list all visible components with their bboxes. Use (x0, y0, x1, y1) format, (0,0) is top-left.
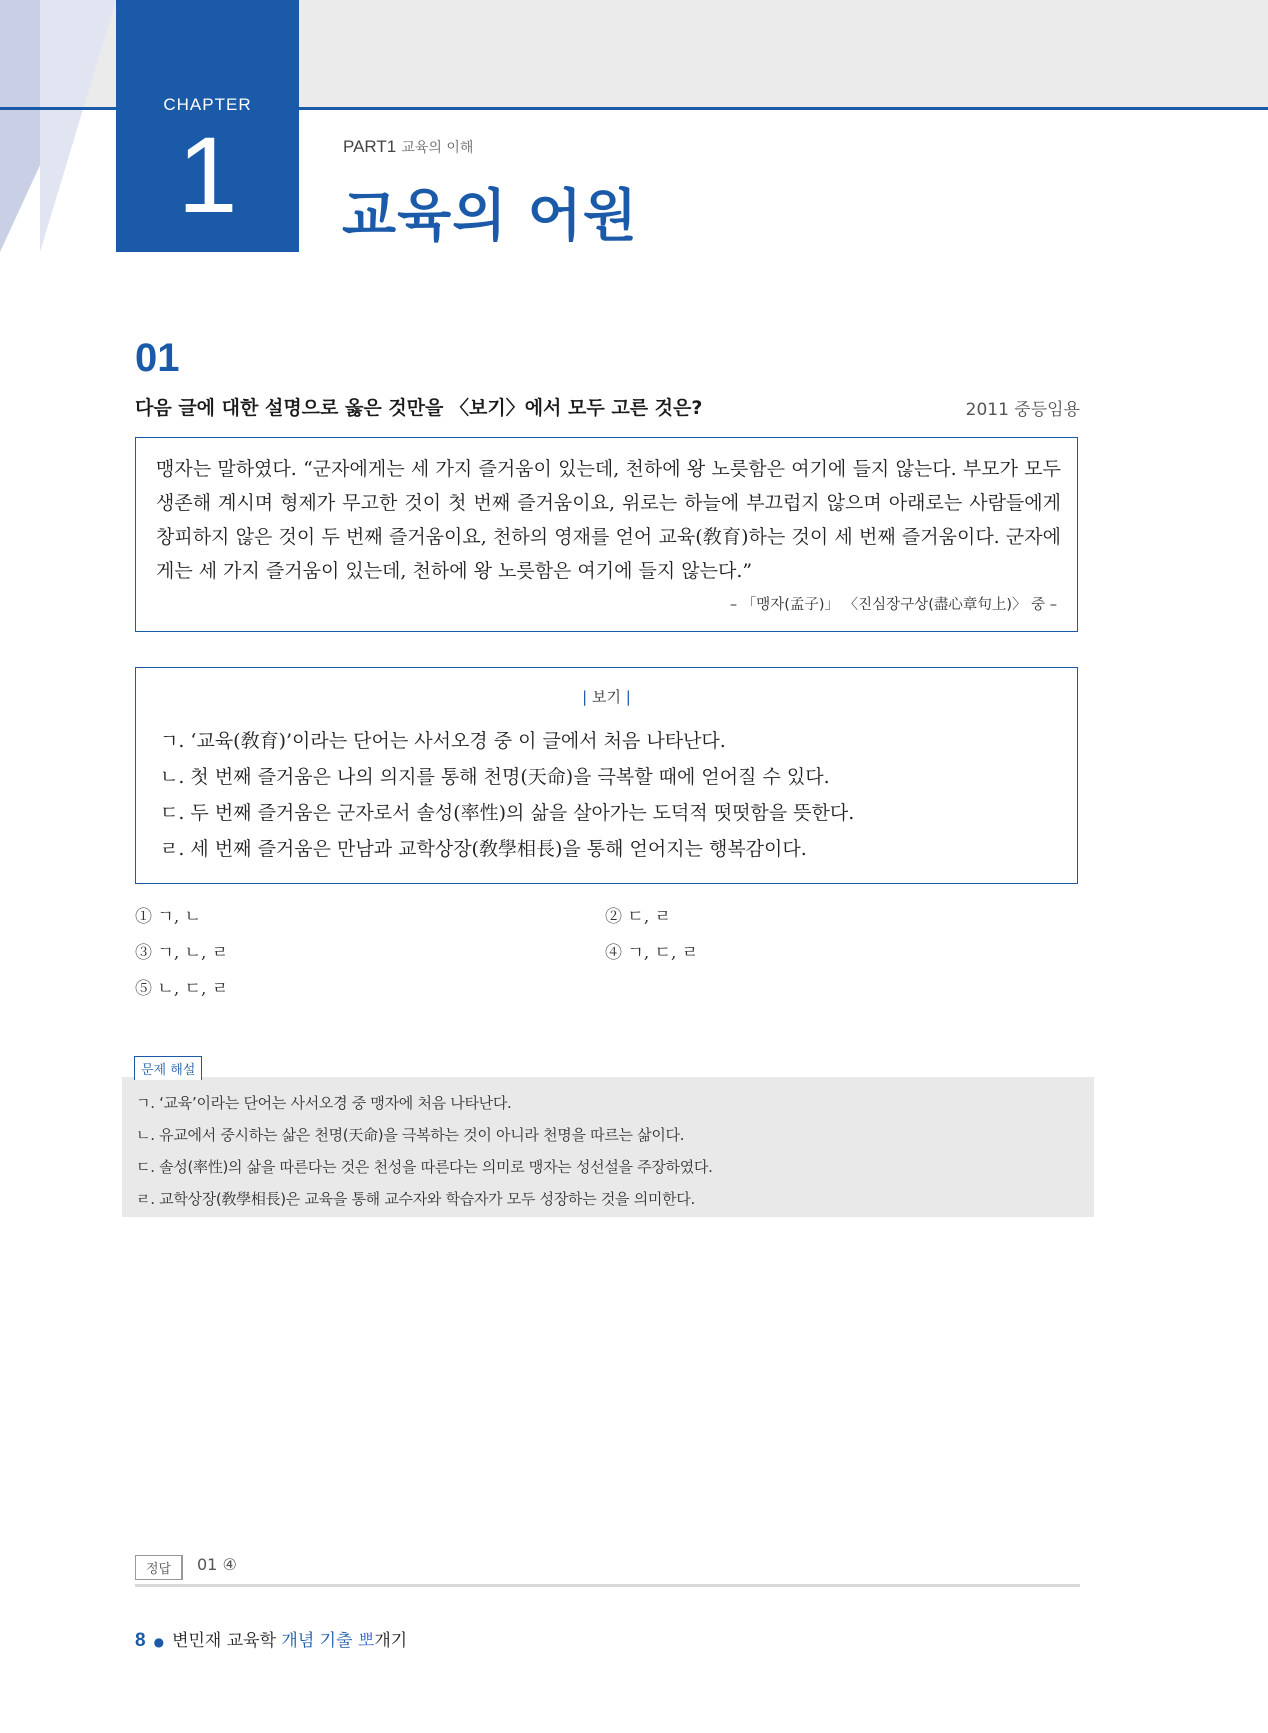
bogi-box (135, 667, 1078, 884)
option-5: ⑤ ㄴ, ㄷ, ㄹ (135, 979, 229, 999)
question-text: 다음 글에 대한 설명으로 옳은 것만을 〈보기〉에서 모두 고른 것은? (135, 397, 703, 419)
option-2: ② ㄷ, ㄹ (605, 907, 672, 927)
footer-rule (135, 1584, 1080, 1587)
book-word-3b: 개기 (374, 1631, 408, 1651)
book-word-2: 기출 (319, 1631, 353, 1651)
page-number: 8 (135, 1630, 146, 1651)
bullet-icon: ● (153, 1635, 165, 1649)
option-1: ① ㄱ, ㄴ (135, 907, 202, 927)
bogi-item: ㄴ. 첫 번째 즐거움은 나의 의지를 통해 천명(天命)을 극복할 때에 얻어질 수 있다. (160, 766, 830, 788)
page-footer (135, 1626, 407, 1652)
explanation-item: ㄴ. 유교에서 중시하는 삶은 천명(天命)을 극복하는 것이 아니라 천명을 따르는 삶이다. (136, 1126, 685, 1144)
book-author: 변민재 교육학 (172, 1631, 276, 1651)
part-label (343, 137, 473, 157)
passage-citation: – 「맹자(孟子)」 〈진심장구상(盡心章句上)〉 중 – (729, 597, 1057, 613)
bogi-list (160, 723, 854, 867)
explanation-tag: 문제 해설 (134, 1056, 202, 1080)
passage-text: 맹자는 말하였다. “군자에게는 세 가지 즐거움이 있는데, 천하에 왕 노릇함은 여기에 들지 않는다. 부모가 모두 생존해 계시며 형제가 무고한 것이 첫 번째 즐거움이요, 위로는 하늘에 부끄럽지 않으며 아래로는 사람들에게 창피하지 않은 것이 두 번째 즐거움이요, 천하의 영재를 얻어 교육(敎育)하는 것이 세 번째 즐거움이다. 군자에게는 세 가지 즐거움이 있는데, 천하에 왕 노릇함은 여기에 들지 않는다.” (156, 458, 1061, 582)
passage-box (135, 437, 1078, 632)
chapter-title: 교육의 어원 (342, 184, 638, 249)
part-name: 교육의 이해 (401, 140, 474, 156)
question-source: 2011 중등임용 (965, 400, 1080, 420)
bogi-title: | 보기 | (582, 688, 631, 706)
explanation-item: ㄹ. 교학상장(敎學相長)은 교육을 통해 교수자와 학습자가 모두 성장하는 것을 의미한다. (136, 1190, 695, 1208)
bogi-item: ㄷ. 두 번째 즐거움은 군자로서 솔성(率性)의 삶을 살아가는 도덕적 떳떳함을 뜻한다. (160, 802, 855, 824)
answer-tag: 정답 (135, 1555, 183, 1580)
question-number: 01 (135, 336, 180, 380)
bogi-item: ㄹ. 세 번째 즐거움은 만남과 교학상장(敎學相長)을 통해 얻어지는 행복감이다. (160, 838, 807, 860)
chapter-number: 1 (177, 114, 238, 235)
book-word-3a: 뽀 (357, 1631, 375, 1651)
chapter-badge (116, 0, 299, 252)
explanation-list (136, 1087, 713, 1215)
option-3: ③ ㄱ, ㄴ, ㄹ (135, 943, 229, 963)
chapter-label: CHAPTER (163, 95, 252, 114)
answer-value: 01 ④ (197, 1555, 237, 1574)
part-number: PART1 (343, 137, 397, 156)
explanation-item: ㄱ. ‘교육’이라는 단어는 사서오경 중 맹자에 처음 나타난다. (136, 1094, 512, 1112)
book-word-1: 개념 (281, 1631, 315, 1651)
explanation-item: ㄷ. 솔성(率性)의 삶을 따른다는 것은 천성을 따른다는 의미로 맹자는 성선설을 주장하였다. (136, 1158, 713, 1176)
bogi-title-label: 보기 (592, 688, 621, 706)
option-4: ④ ㄱ, ㄷ, ㄹ (605, 943, 699, 963)
bogi-item: ㄱ. ‘교육(敎育)’이라는 단어는 사서오경 중 이 글에서 처음 나타난다. (160, 730, 726, 752)
header-accent-shape-light (40, 0, 116, 252)
explanation-box (122, 1077, 1094, 1217)
